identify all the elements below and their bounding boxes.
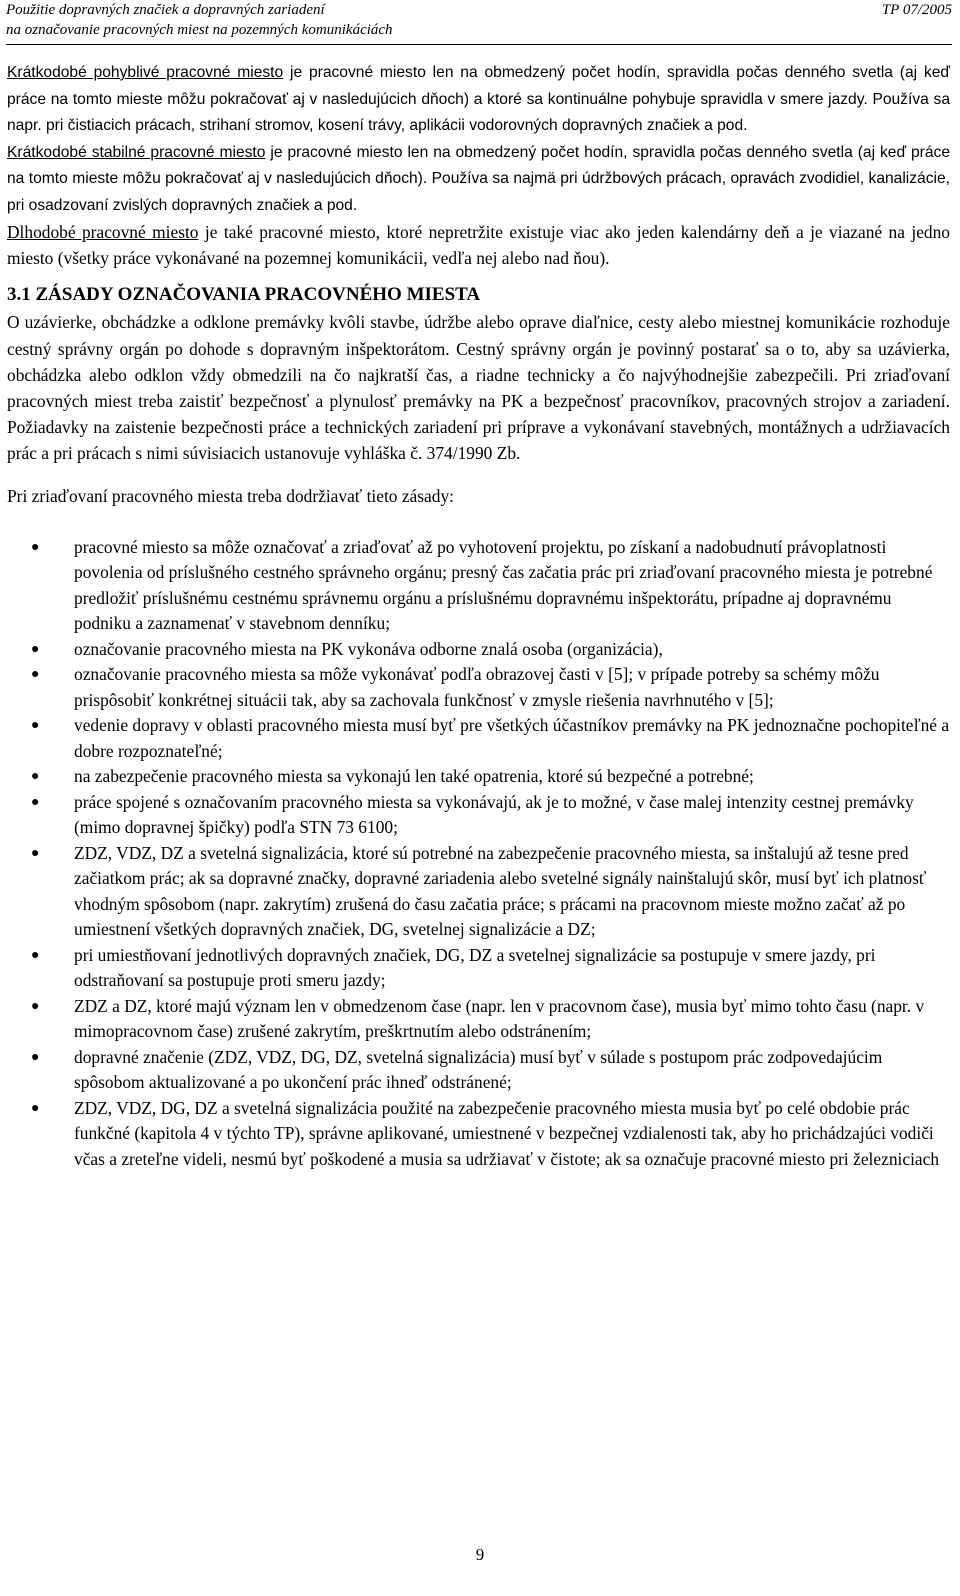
bullet-icon: ● bbox=[31, 845, 40, 861]
definition-short-term-stable bbox=[7, 140, 950, 220]
header-title-line-2: na označovanie pracovných miest na pozemných komunikáciách bbox=[6, 22, 393, 38]
bullet-icon: ● bbox=[31, 718, 40, 734]
rules-intro: Pri zriaďovaní pracovného miesta treba dodržiavať tieto zásady: bbox=[7, 485, 454, 506]
bullet-icon: ● bbox=[31, 1100, 40, 1116]
page-number: 9 bbox=[475, 1545, 485, 1564]
list-item-text: ZDZ a DZ, ktoré majú význam len v obmedzenom čase (napr. len v pracovnom čase), musia byť mimo tohto času (napr. v mimopracovnom čase) zrušené zakrytím, preškrtnutím alebo odstránením; bbox=[74, 995, 925, 1042]
section-paragraph: O uzávierke, obchádzke a odklone premávky kvôli stavbe, údržbe alebo oprave diaľnice, cesty alebo miestnej komunikácie rozhoduje cestný správny orgán po dohode s dopravným inšpektorátom. Cestný správny orgán je povinný postarať sa o to, aby sa uzávierka, obchádzka alebo odklon vždy obmedzili na čo najkratší čas, a riadne technicky a čo najvýhodnejšie zabezpečili. Pri zriaďovaní pracovných miest treba zaistiť bezpečnosť a plynulosť premávky na PK a bezpečnosť pracovníkov, pracovných strojov a zariadení. Požiadavky na zaistenie bezpečnosti práce a technických zariadení pri príprave a vykonávaní stavebných, montážnych a udržiavacích prác a pri prácach s nimi súvisiacich ustanovuje vyhláška č. 374/1990 Zb. bbox=[7, 312, 950, 464]
section-heading: 3.1 ZÁSADY OZNAČOVANIA PRACOVNÉHO MIESTA bbox=[7, 284, 481, 306]
bullet-icon: ● bbox=[31, 641, 40, 657]
list-item-text: dopravné značenie (ZDZ, VDZ, DG, DZ, svetelná signalizácia) musí byť v súlade s postupom prác zodpovedajúcim spôsobom aktualizované a po ukončení prác ihneď odstránené; bbox=[74, 1046, 883, 1093]
list-item bbox=[7, 662, 950, 713]
bullet-icon: ● bbox=[31, 947, 40, 963]
list-item-text: vedenie dopravy v oblasti pracovného miesta musí byť pre všetkých účastníkov premávky na PK jednoznačne pochopiteľné a dobre rozpoznateľné; bbox=[74, 715, 950, 761]
header-title-line-1: Použitie dopravných značiek a dopravných zariadení bbox=[6, 2, 325, 18]
list-item bbox=[7, 994, 950, 1045]
definition-term: Dlhodobé pracovné miesto bbox=[7, 222, 199, 242]
list-item bbox=[7, 790, 950, 841]
list-item-text: označovanie pracovného miesta sa môže vykonávať podľa obrazovej časti v [5]; v prípade potreby sa schémy môžu prispôsobiť konkrétnej situácii tak, aby sa zachovala funkčnosť v zmysle riešenia navrhnutého v [5]; bbox=[74, 664, 880, 710]
list-item-text: označovanie pracovného miesta na PK vykonáva odborne znalá osoba (organizácia), bbox=[74, 638, 663, 659]
bullet-icon: ● bbox=[31, 667, 40, 683]
list-item bbox=[7, 764, 950, 790]
list-item bbox=[7, 841, 950, 943]
definition-term: Krátkodobé pohyblivé pracovné miesto bbox=[7, 64, 284, 81]
list-item bbox=[7, 943, 950, 994]
list-item bbox=[7, 535, 950, 637]
running-header bbox=[6, 0, 952, 45]
list-item-text: pracovné miesto sa môže označovať a zriaďovať až po vyhotovení projektu, po získaní a nadobudnutí právoplatnosti povolenia od príslušného cestného správneho orgánu; presný čas začatia prác pri zriaďovaní pracovného miesta je potrebné predložiť príslušnému cestnému správnemu orgánu a príslušnému dopravnému inšpektorátu, prípadne aj dopravnému podniku a zaznamenať v stavebnom denníku; bbox=[74, 536, 933, 634]
list-item bbox=[7, 713, 950, 764]
definition-text: je také pracovné miesto, ktoré nepretržite existuje viac ako jeden kalendárny deň a je viazané na jedno miesto (všetky práce vykonávané na pozemnej komunikácii, vedľa nej alebo nad ňou). bbox=[7, 222, 950, 269]
bullet-icon: ● bbox=[31, 998, 40, 1014]
definition-text: je pracovné miesto len na obmedzený počet hodín, spravidla počas denného svetla (aj keď práce na tomto mieste môžu pokračovať aj v nasledujúcich dňoch). Používa sa najmä pri údržbových prácach, opravách zvodidiel, kanalizácie, pri osadzovaní zvislých dopravných značiek a pod. bbox=[7, 143, 950, 214]
definition-short-term-mobile bbox=[7, 60, 950, 140]
list-item-text: práce spojené s označovaním pracovného miesta sa vykonávajú, ak je to možné, v čase malej intenzity cestnej premávky (mimo dopravnej špičky) podľa STN 73 6100; bbox=[74, 791, 914, 838]
list-item bbox=[7, 1096, 950, 1173]
bullet-icon: ● bbox=[31, 1049, 40, 1065]
list-item-text: na zabezpečenie pracovného miesta sa vykonajú len také opatrenia, ktoré sú bezpečné a potrebné; bbox=[74, 766, 754, 787]
rules-list bbox=[7, 535, 950, 1173]
bullet-icon: ● bbox=[31, 769, 40, 785]
list-item-text: pri umiestňovaní jednotlivých dopravných značiek, DG, DZ a svetelnej signalizácie sa postupuje v smere jazdy, pri odstraňovaní sa postupuje proti smeru jazdy; bbox=[74, 944, 876, 991]
bullet-icon: ● bbox=[31, 539, 40, 555]
definition-text: je pracovné miesto len na obmedzený počet hodín, spravidla počas denného svetla (aj keď práce na tomto mieste môžu pokračovať aj v nasledujúcich dňoch) a ktoré sa kontinuálne pohybuje spravidla v smere jazdy. Používa sa napr. pri čistiacich prácach, strihaní stromov, kosení trávy, aplikácii vodorovných dopravných značiek a pod. bbox=[7, 64, 950, 134]
header-document-code: TP 07/2005 bbox=[881, 2, 952, 18]
list-item-text: ZDZ, VDZ, DG, DZ a svetelná signalizácia použité na zabezpečenie pracovného miesta musia byť po celé obdobie prác funkčné (kapitola 4 v týchto TP), správne aplikované, umiestnené v bezpečnej vzdialenosti tak, aby ho prichádzajúci vodiči včas a zreteľne videli, nesmú byť poškodené a musia sa udržiavať v čistote; ak sa označuje pracovné miesto pri železniciach bbox=[74, 1097, 940, 1169]
definition-term: Krátkodobé stabilné pracovné miesto bbox=[7, 143, 266, 161]
definition-long-term bbox=[7, 219, 950, 271]
list-item bbox=[7, 1045, 950, 1096]
list-item bbox=[7, 637, 950, 663]
bullet-icon: ● bbox=[31, 794, 40, 810]
list-item-text: ZDZ, VDZ, DZ a svetelná signalizácia, ktoré sú potrebné na zabezpečenie pracovného miesta, sa inštalujú až tesne pred začiatkom prác; ak sa dopravné značky, dopravné zariadenia alebo svetelné signály nainštalujú skôr, musí byť ich platnosť vhodným spôsobom (napr. zakrytím) zrušená do času začatia práce; s prácami na pracovnom mieste možno začať až po umiestnení všetkých dopravných značiek, DG, svetelnej signalizácie a DZ; bbox=[74, 842, 927, 940]
page-content bbox=[7, 60, 950, 1172]
